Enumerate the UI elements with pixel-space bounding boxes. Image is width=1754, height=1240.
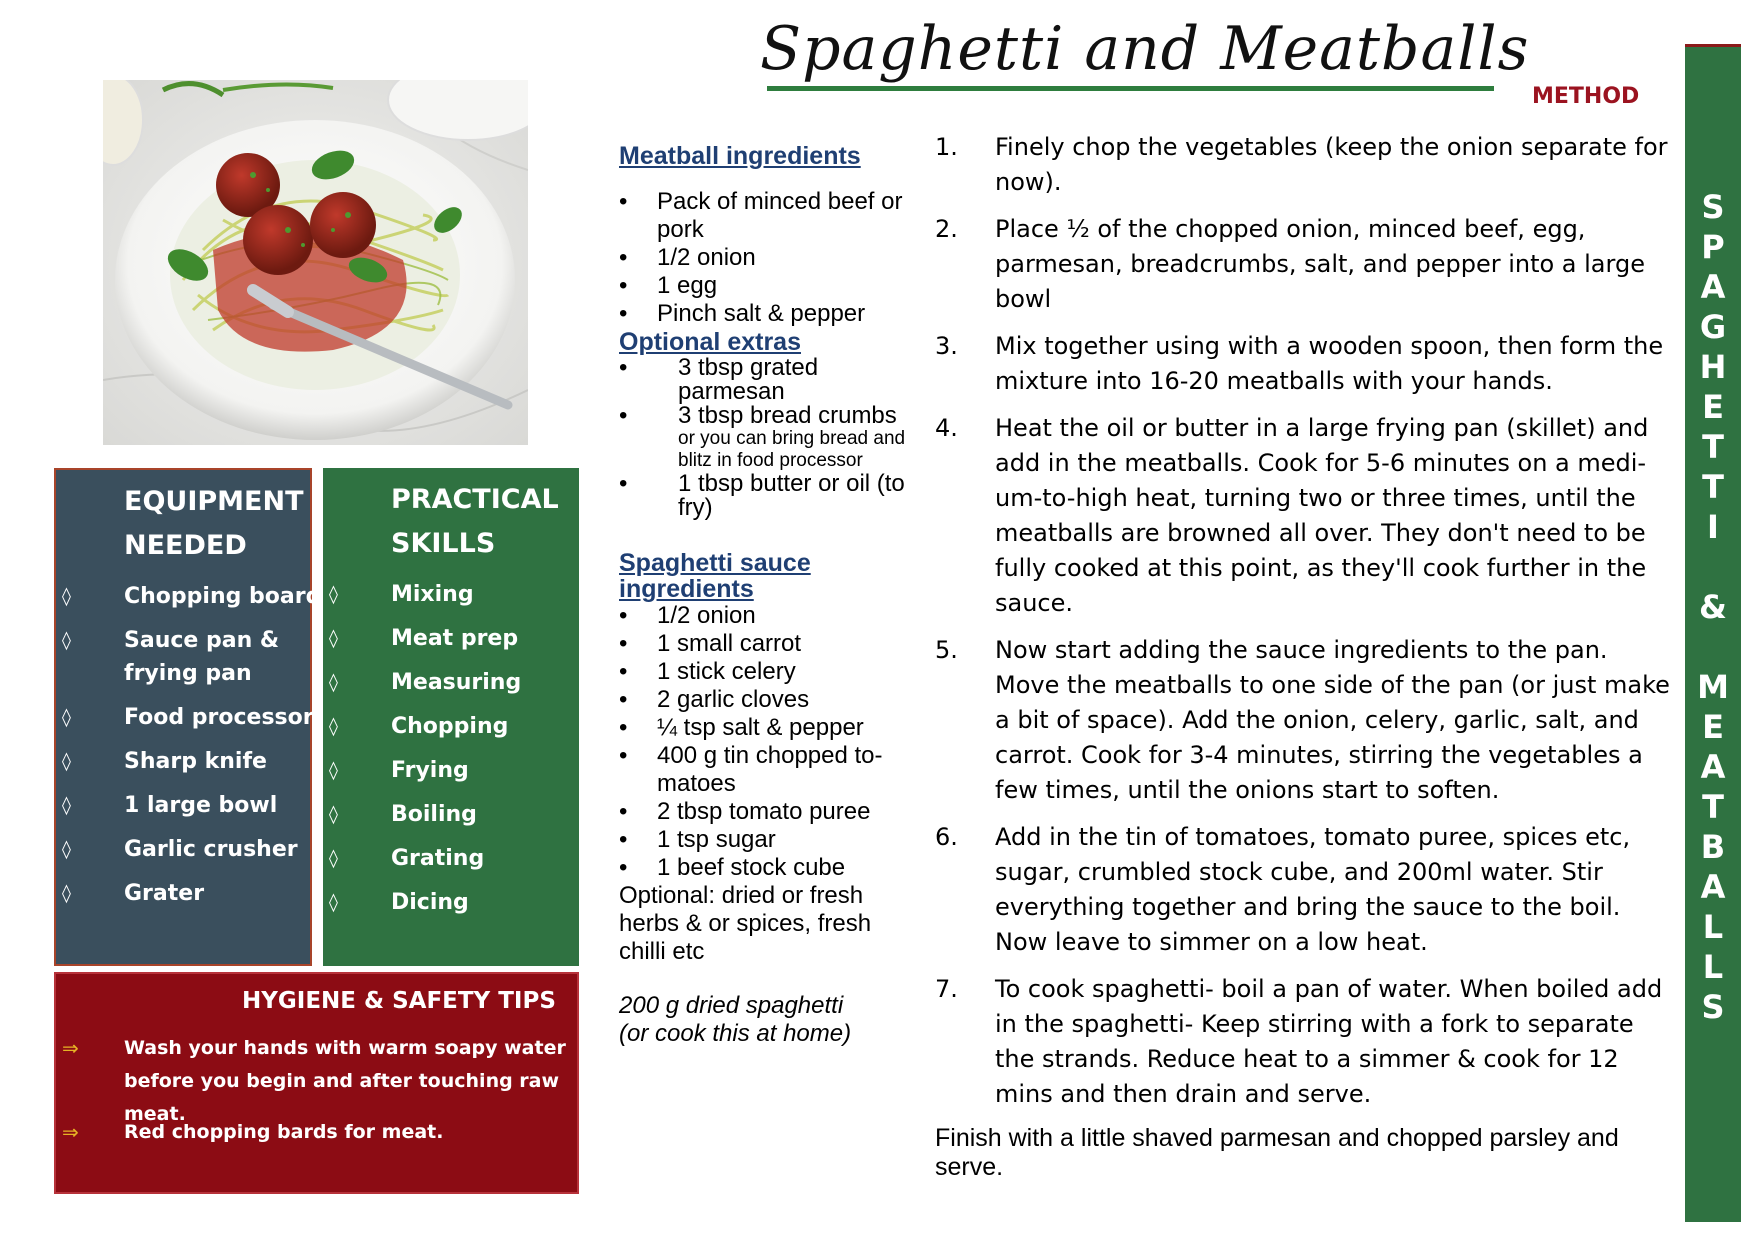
panel-list-item [323,622,579,655]
banner-letter: E [1702,388,1724,426]
panel-list-item [323,798,579,831]
banner-letter: S [1701,188,1725,226]
spaghetti-note: 200 g dried spaghetti (or cook this at home) [619,992,852,1047]
diamond-bullet-icon: ◊ [62,630,71,651]
method-step [935,212,1675,317]
diamond-bullet-icon: ◊ [329,716,338,737]
banner-letter: & [1699,588,1727,626]
step-number: 5. [935,636,958,664]
diamond-bullet-icon: ◊ [62,839,71,860]
banner-letter: S [1701,988,1725,1026]
banner-letter: A [1700,868,1726,906]
method-heading: METHOD [1532,84,1640,109]
panel-item-label: Sauce pan & frying pan [124,628,280,686]
banner-letter: A [1700,268,1726,306]
equipment-title: EQUIPMENT NEEDED [124,486,304,561]
step-text: To cook spaghetti- boil a pan of water. When boiled add in the spaghetti- Keep stirring with a fork to separate the strands. Reduce heat to a simmer & cook for 12 mins and then drain and serve. [995,975,1663,1108]
ingredient-item: • 1 small carrot [619,630,924,658]
ingredient-item: • 2 garlic cloves [619,686,924,714]
equipment-list [56,580,322,921]
method-step [935,411,1675,621]
ingredient-item: • Pinch salt & pepper [619,300,924,328]
diamond-bullet-icon: ◊ [329,848,338,869]
step-number: 4. [935,414,958,442]
banner-letter: M [1697,668,1729,706]
banner-letter: H [1699,348,1727,386]
panel-list-item [323,842,579,875]
banner-letter [1685,547,1741,587]
meatball-ingredients-heading: Meatball ingredients [619,142,861,170]
arrow-icon: ⇒ [62,1120,79,1144]
panel-item-label: Chopping board [124,584,322,609]
side-banner [1685,44,1741,1222]
panel-item-label: Meat prep [391,626,519,651]
diamond-bullet-icon: ◊ [329,672,338,693]
step-text: Mix together using with a wooden spoon, then form the mixture into 16-20 meatballs with your hands. [995,332,1664,395]
optional-herbs-note: Optional: dried or fresh herbs & or spices, fresh chilli etc [619,882,872,965]
panel-item-label: Chopping [391,714,509,739]
step-text: Place ½ of the chopped onion, minced beef, egg, parmesan, breadcrumbs, salt, and pepper into a large bowl [995,215,1645,313]
equipment-panel [54,468,322,966]
panel-item-label: Measuring [391,670,522,695]
ingredient-item: • 1/2 onion [619,244,924,272]
panel-item-label: Garlic crusher [124,837,298,862]
step-number: 2. [935,215,958,243]
panel-item-label: Boiling [391,802,477,827]
skills-title: PRACTICAL SKILLS [391,484,559,559]
page-title: Spaghetti and Meatballs [760,14,1530,84]
hygiene-panel [54,972,579,1194]
spaghetti-plate-image [103,80,528,445]
banner-letter: E [1702,708,1724,746]
ingredient-item: • ¼ tsp salt & pepper [619,714,924,742]
panel-list-item [323,710,579,743]
panel-list-item [323,578,579,611]
banner-letter [1685,627,1741,667]
ingredient-item: • 2 tbsp tomato puree [619,798,924,826]
step-text: Now start adding the sauce ingredients to the pan. Move the meatballs to one side of the pan (or just make a bit of space). Add the onion, celery, garlic, salt, and carrot. Cook for 3-4 minutes, stirring the vegetables a few times, until the onions start to soften. [995,636,1670,804]
method-step [935,329,1675,399]
step-number: 6. [935,823,958,851]
sauce-ingredients-list [619,602,924,882]
panel-list-item [62,877,324,910]
side-banner-letters [1685,187,1741,1027]
step-number: 3. [935,332,958,360]
panel-item-label: Grater [124,881,205,906]
method-step [935,820,1675,960]
method-step [935,130,1675,200]
banner-letter: T [1702,468,1724,506]
diamond-bullet-icon: ◊ [62,707,71,728]
hygiene-tip: ⇒ Red chopping bards for meat. [124,1116,579,1149]
panel-item-label: Sharp knife [124,749,267,774]
panel-list-item [62,745,324,778]
diamond-bullet-icon: ◊ [329,584,338,605]
banner-letter: P [1701,228,1725,266]
dish-photo [103,80,528,445]
banner-letter: I [1707,508,1719,546]
panel-list-item [62,833,324,866]
banner-letter: T [1702,428,1724,466]
panel-list-item [62,789,324,822]
banner-letter: L [1702,908,1724,946]
hygiene-tip: ⇒ Wash your hands with warm soapy water before you begin and after touching raw meat. [124,1032,579,1131]
title-underline [767,86,1494,91]
ingredient-item: • 1 egg [619,272,924,300]
panel-item-label: 1 large bowl [124,793,278,818]
method-step [935,972,1675,1112]
panel-list-item [323,754,579,787]
banner-letter: T [1702,788,1724,826]
panel-list-item [62,701,324,734]
arrow-icon: ⇒ [62,1036,79,1060]
diamond-bullet-icon: ◊ [329,804,338,825]
optional-item-main: • 3 tbsp grated parmesan [678,354,819,405]
optional-extras-heading: Optional extras [619,328,801,356]
banner-letter: G [1699,308,1727,346]
finish-text: Finish with a little shaved parmesan and chopped parsley and serve. [935,1124,1619,1181]
panel-list-item [62,580,324,613]
step-text: Add in the tin of tomatoes, tomato puree, spices etc, sugar, crumbled stock cube, and 200ml water. Stir everything together and bring the sauce to the boil. Now leave to simmer on a low heat. [995,823,1631,956]
optional-item-main: • 3 tbsp bread crumbs [678,402,897,429]
step-text: Heat the oil or butter in a large frying pan (skillet) and add in the meatballs. Cook for 5-6 minutes on a medi-um-to-high heat, turning two or three times, until the meatballs are browned all over. They don't need to be fully cooked at this point, as they'll cook further in the sauce. [995,414,1649,617]
hygiene-title: HYGIENE & SAFETY TIPS [242,988,556,1014]
diamond-bullet-icon: ◊ [62,883,71,904]
sauce-ingredients-heading: Spaghetti sauce ingredients [619,549,811,603]
panel-list-item [323,886,579,919]
step-number: 7. [935,975,958,1003]
banner-letter: B [1700,828,1726,866]
optional-extras-list [619,356,924,520]
banner-letter: A [1700,748,1726,786]
method-step [935,633,1675,808]
panel-item-label: Food processor [124,705,314,730]
ingredient-item: • 1 beef stock cube [619,854,924,882]
diamond-bullet-icon: ◊ [62,586,71,607]
optional-item [619,472,924,520]
optional-item-main: • 1 tbsp butter or oil (to fry) [678,470,905,521]
diamond-bullet-icon: ◊ [329,628,338,649]
optional-item [619,404,924,472]
panel-list-item [323,666,579,699]
ingredient-item: • 1 tsp sugar [619,826,924,854]
diamond-bullet-icon: ◊ [329,892,338,913]
ingredient-item: • 1 stick celery [619,658,924,686]
panel-item-label: Grating [391,846,485,871]
ingredients-column [619,142,924,1048]
panel-list-item [62,624,324,690]
panel-item-label: Mixing [391,582,474,607]
skills-list [323,578,579,930]
step-number: 1. [935,133,958,161]
diamond-bullet-icon: ◊ [62,751,71,772]
method-steps [935,130,1675,1112]
meatball-ingredients-list [619,188,924,328]
banner-letter: L [1702,948,1724,986]
optional-item-note: or you can bring bread and blitz in food processor [678,428,906,471]
practical-skills-panel [323,468,579,966]
ingredient-item: • 400 g tin chopped to-matoes [619,742,924,798]
diamond-bullet-icon: ◊ [329,760,338,781]
ingredient-item: • 1/2 onion [619,602,924,630]
optional-item [619,356,924,404]
panel-item-label: Frying [391,758,469,783]
ingredient-item: • Pack of minced beef or pork [619,188,924,244]
diamond-bullet-icon: ◊ [62,795,71,816]
method-column [935,130,1675,1182]
panel-item-label: Dicing [391,890,469,915]
step-text: Finely chop the vegetables (keep the onion separate for now). [995,133,1668,196]
